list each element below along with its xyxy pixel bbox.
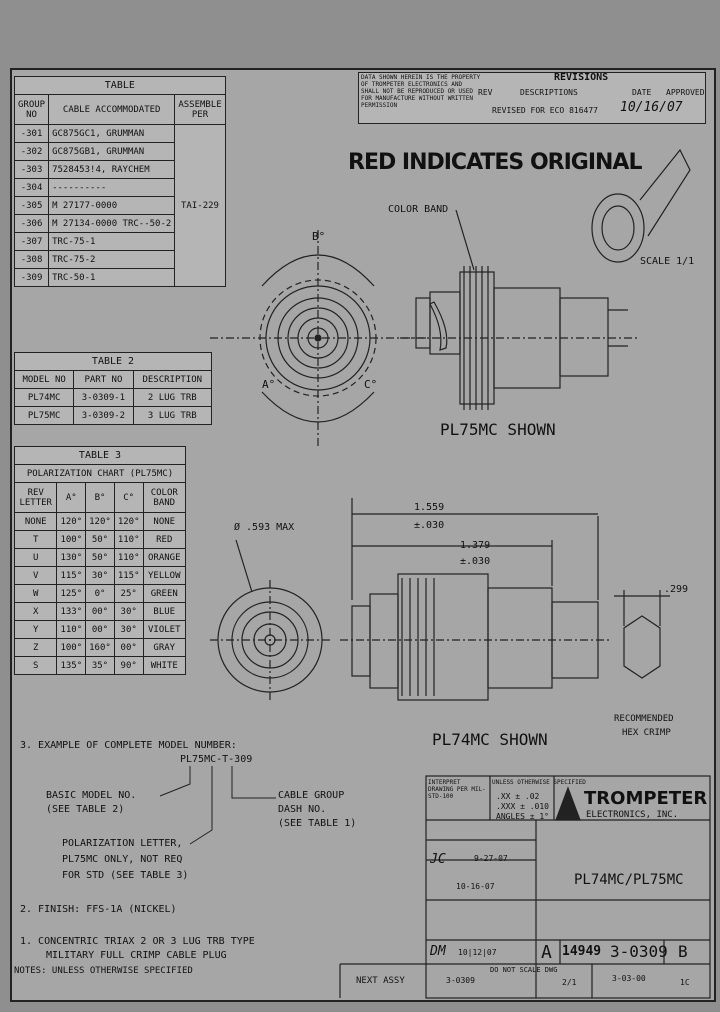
cell: 3 LUG TRB	[133, 407, 211, 425]
col-model: MODEL NO	[15, 371, 74, 389]
basic-model-label: BASIC MODEL NO.	[46, 790, 137, 801]
rev-col: REV	[478, 88, 493, 97]
cell: S	[15, 657, 57, 675]
scale-value: 2/1	[562, 978, 577, 987]
cell: Z	[15, 639, 57, 657]
cell: YELLOW	[143, 567, 185, 585]
cell: 115°	[114, 567, 143, 585]
cell: 30°	[114, 603, 143, 621]
cable-name: TRC-75-2	[49, 251, 175, 269]
group-no: -303	[15, 161, 49, 179]
angle-c-label: C°	[364, 378, 378, 391]
drawn-signature: JC	[430, 852, 446, 867]
cell: 00°	[114, 639, 143, 657]
overall-length-dim: 1.559	[414, 502, 445, 513]
cable-name: GC875GB1, GRUMMAN	[49, 143, 175, 161]
cell: Y	[15, 621, 57, 639]
original-stamp: RED INDICATES ORIGINAL	[348, 150, 642, 175]
col-color: COLOR BAND	[143, 483, 185, 513]
cell: WHITE	[143, 657, 185, 675]
polarization-note-1: POLARIZATION LETTER,	[62, 838, 183, 849]
approved-signature: DM	[430, 944, 446, 959]
drawing-title: PL74MC/PL75MC	[574, 872, 684, 888]
cell: X	[15, 603, 57, 621]
date-value: 3-03-00	[612, 974, 646, 983]
cell: 3-0309-1	[74, 389, 133, 407]
cage-code: 14949	[562, 944, 602, 959]
cell: 50°	[86, 531, 115, 549]
drawn-date: 9-27-07	[474, 854, 508, 863]
cell: 50°	[86, 549, 115, 567]
polarization-table-subtitle: POLARIZATION CHART (PL75MC)	[15, 465, 186, 483]
cable-name: M 27134-0000 TRC--50-2	[49, 215, 175, 233]
cell: U	[15, 549, 57, 567]
desc-col: DESCRIPTIONS	[520, 88, 578, 97]
polarization-note-3: FOR STD (SEE TABLE 3)	[62, 870, 189, 881]
angle-b-label: B°	[312, 230, 326, 243]
group-no: -307	[15, 233, 49, 251]
diameter-dim: Ø .593 MAX	[234, 522, 295, 533]
cell: 110°	[114, 549, 143, 567]
cell: 120°	[57, 513, 86, 531]
cell: 90°	[114, 657, 143, 675]
pl74mc-shown-label: PL74MC SHOWN	[432, 730, 548, 749]
cell: 130°	[57, 549, 86, 567]
revisions-title: REVISIONS	[554, 72, 609, 83]
next-assy: NEXT ASSY	[356, 976, 405, 986]
note-1a: 1. CONCENTRIC TRIAX 2 OR 3 LUG TRB TYPE	[20, 936, 255, 947]
date-col: DATE	[632, 88, 652, 97]
polarization-table-title: TABLE 3	[15, 447, 186, 465]
group-no: -302	[15, 143, 49, 161]
cable-name: ----------	[49, 179, 175, 197]
assemble-per-value: TAI-229	[175, 125, 225, 287]
no-scale-note: DO NOT SCALE DWG	[490, 966, 558, 974]
cell: 0°	[86, 585, 115, 603]
col-cable: CABLE ACCOMMODATED	[49, 95, 175, 125]
group-no: -309	[15, 269, 49, 287]
cell: 133°	[57, 603, 86, 621]
cell: GREEN	[143, 585, 185, 603]
cell: 2 LUG TRB	[133, 389, 211, 407]
tolerance-2place: .XX ± .02	[496, 792, 540, 801]
cell: 00°	[86, 621, 115, 639]
cell: W	[15, 585, 57, 603]
group-no: -304	[15, 179, 49, 197]
cell: T	[15, 531, 57, 549]
cell: PL74MC	[15, 389, 74, 407]
approved-col: APPROVED	[666, 88, 705, 97]
cell: 100°	[57, 639, 86, 657]
col-group: GROUP NO	[15, 95, 49, 125]
approved-date: 10|12|07	[458, 948, 497, 957]
cable-name: TRC-50-1	[49, 269, 175, 287]
cell: 115°	[57, 567, 86, 585]
polarization-note-2: PL75MC ONLY, NOT REQ	[62, 854, 183, 865]
cell: 00°	[86, 603, 115, 621]
col-c: C°	[114, 483, 143, 513]
cell: GRAY	[143, 639, 185, 657]
cell: ORANGE	[143, 549, 185, 567]
cell: 135°	[57, 657, 86, 675]
group-no: -308	[15, 251, 49, 269]
tolerance-header: UNLESS OTHERWISE SPECIFIED	[492, 779, 586, 786]
cell: 35°	[86, 657, 115, 675]
cell: 30°	[86, 567, 115, 585]
photo-scale-label: SCALE 1/1	[640, 256, 695, 267]
property-notice: DATA SHOWN HEREIN IS THE PROPERTY OF TROMPETER ELECTRONICS AND SHALL NOT BE REPRODUCED OR USED FOR MANUFACTURE WITHOUT WRITTEN PERMISSION	[361, 74, 481, 109]
cell: 120°	[114, 513, 143, 531]
model-example: PL75MC-T-309	[180, 754, 253, 765]
body-length-dim: 1.379	[460, 540, 491, 551]
cable-name: TRC-75-1	[49, 233, 175, 251]
revision-date: 10/16/07	[620, 100, 683, 115]
col-part: PART NO	[74, 371, 133, 389]
used-on: 3-0309	[446, 976, 475, 985]
hex-label-2: HEX CRIMP	[622, 728, 671, 738]
drawing-number: 3-0309	[610, 942, 668, 961]
cable-name: M 27177-0000	[49, 197, 175, 215]
pl75mc-shown-label: PL75MC SHOWN	[440, 420, 556, 439]
dash-no-label: DASH NO.	[278, 804, 327, 815]
cable-name: 7528453!4, RAYCHEM	[49, 161, 175, 179]
note-2: 2. FINISH: FFS-1A (NICKEL)	[20, 904, 177, 915]
cable-group-label: CABLE GROUP	[278, 790, 345, 801]
cell: 3-0309-2	[74, 407, 133, 425]
group-no: -306	[15, 215, 49, 233]
overall-length-tol: ±.030	[414, 520, 445, 531]
cell: 25°	[114, 585, 143, 603]
angle-a-label: A°	[262, 378, 276, 391]
sheet-value: 1C	[680, 978, 690, 987]
cable-group-ref: (SEE TABLE 1)	[278, 818, 357, 829]
cell: 160°	[86, 639, 115, 657]
note-3: 3. EXAMPLE OF COMPLETE MODEL NUMBER:	[20, 740, 237, 751]
cell: PL75MC	[15, 407, 74, 425]
cell: 110°	[57, 621, 86, 639]
hex-label-1: RECOMMENDED	[614, 714, 674, 724]
group-no: -301	[15, 125, 49, 143]
col-b: B°	[86, 483, 115, 513]
cell: 100°	[57, 531, 86, 549]
tolerance-angles: ANGLES ± 1°	[496, 812, 549, 821]
cell: V	[15, 567, 57, 585]
cell: RED	[143, 531, 185, 549]
col-desc: DESCRIPTION	[133, 371, 211, 389]
revision-desc: REVISED FOR ECO 816477	[492, 106, 598, 115]
hex-dim: .299	[664, 584, 689, 595]
basic-model-ref: (SEE TABLE 2)	[46, 804, 125, 815]
model-table-title: TABLE 2	[15, 353, 212, 371]
color-band-label: COLOR BAND	[388, 204, 449, 215]
size-letter: A	[541, 942, 552, 963]
cell: VIOLET	[143, 621, 185, 639]
checked-date: 10-16-07	[456, 882, 495, 891]
company-sub: ELECTRONICS, INC.	[586, 810, 679, 820]
cell: NONE	[15, 513, 57, 531]
cable-name: GC875GC1, GRUMMAN	[49, 125, 175, 143]
tolerance-3place: .XXX ± .010	[496, 802, 549, 811]
cable-table-title: TABLE	[15, 77, 226, 95]
col-assemble: ASSEMBLE PER	[175, 95, 225, 125]
col-rev-letter: REV LETTER	[15, 483, 57, 513]
cell: 110°	[114, 531, 143, 549]
notes-footer: NOTES: UNLESS OTHERWISE SPECIFIED	[14, 966, 193, 976]
cell: BLUE	[143, 603, 185, 621]
cell: 30°	[114, 621, 143, 639]
group-no: -305	[15, 197, 49, 215]
interpret-note: INTERPRET DRAWING PER MIL-STD-100	[428, 779, 486, 800]
cell: NONE	[143, 513, 185, 531]
note-1b: MILITARY FULL CRIMP CABLE PLUG	[46, 950, 227, 961]
cell: 120°	[86, 513, 115, 531]
company-name: TROMPETER	[584, 788, 708, 809]
revision-letter: B	[678, 942, 688, 961]
body-length-tol: ±.030	[460, 556, 491, 567]
col-a: A°	[57, 483, 86, 513]
cell: 125°	[57, 585, 86, 603]
